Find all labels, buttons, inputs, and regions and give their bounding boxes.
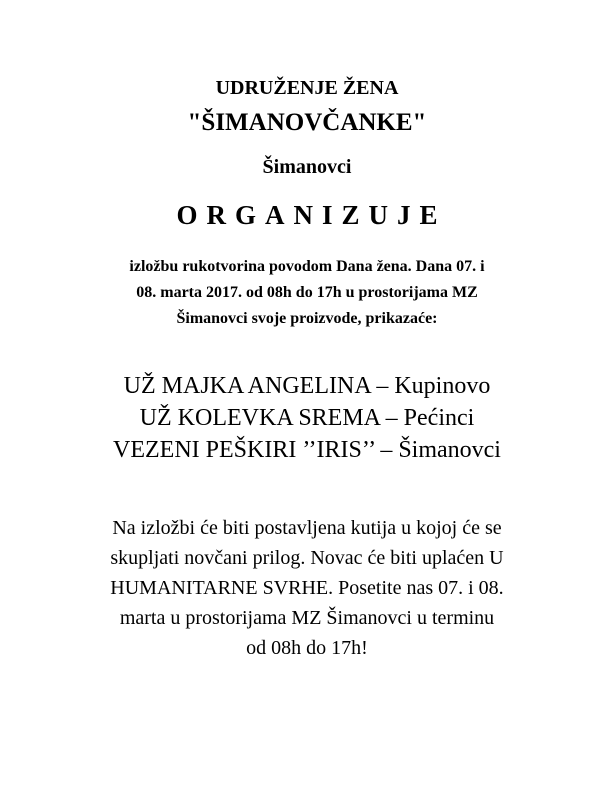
exhibitor-2: UŽ KOLEVKA SREMA – Pećinci	[139, 405, 475, 431]
closing-line-4: marta u prostorijama MZ Šimanovci u terminu	[119, 607, 495, 629]
intro-line-1: izložbu rukotvorina povodom Dana žena. Dana 07. i	[129, 258, 485, 275]
organization-heading: UDRUŽENJE ŽENA	[215, 77, 399, 99]
closing-line-3: HUMANITARNE SVRHE. Posetite nas 07. i 08.	[110, 577, 504, 599]
intro-line-2: 08. marta 2017. od 08h do 17h u prostorijama MZ	[136, 284, 478, 301]
event-action-title: ORGANIZUJE	[176, 200, 447, 230]
organization-name: "ŠIMANOVČANKE"	[187, 109, 427, 136]
closing-line-5: od 08h do 17h!	[246, 637, 368, 659]
intro-line-3: Šimanovci svoje proizvode, prikazaće:	[176, 310, 438, 327]
organization-place: Šimanovci	[262, 156, 352, 178]
exhibitor-3: VEZENI PEŠKIRI ’’IRIS’’ – Šimanovci	[113, 437, 501, 463]
closing-line-1: Na izložbi će biti postavljena kutija u kojoj će se	[112, 517, 502, 539]
closing-line-2: skupljati novčani prilog. Novac će biti uplaćen U	[110, 547, 504, 569]
exhibitor-1: UŽ MAJKA ANGELINA – Kupinovo	[123, 373, 491, 399]
